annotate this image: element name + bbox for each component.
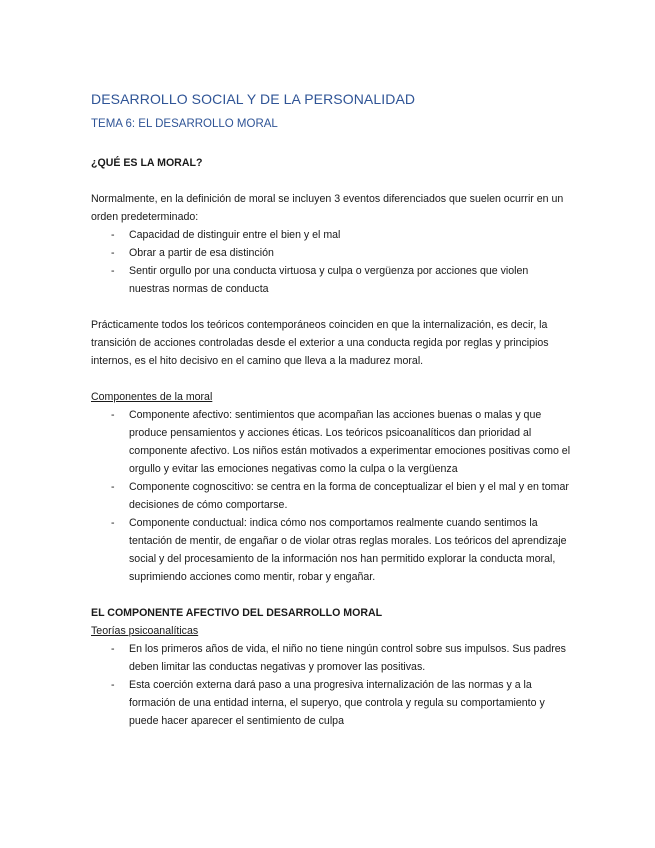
intro-paragraph: Normalmente, en la definición de moral se incluyen 3 eventos diferenciados que suelen ocurrir en un orden predeterminado: [91,193,564,223]
section-heading-affective-component: EL COMPONENTE AFECTIVO DEL DESARROLLO MORAL [91,607,383,619]
document-title: DESARROLLO SOCIAL Y DE LA PERSONALIDAD [91,91,416,107]
components-subheading: Componentes de la moral [91,391,213,403]
document-subtitle: TEMA 6: EL DESARROLLO MORAL [91,118,278,130]
list-item: - Esta coerción externa dará paso a una progresiva internalización de las normas y a la formación de una entidad interna, el superyo, que controla y regula su comportamiento y puede hacer aparecer el sentimiento de culpa [91,676,571,730]
psychoanalytic-list [91,640,571,730]
list-item: - Sentir orgullo por una conducta virtuosa y culpa o vergüenza por acciones que violen nuestras normas de conducta [91,262,571,298]
components-list [91,406,571,586]
list-item: - Componente afectivo: sentimientos que acompañan las acciones buenas o malas y que produce pensamientos y acciones éticas. Los teóricos psicoanalíticos dan prioridad al componente afectivo. Los niños están motivados a experimentar emociones positivas como el orgullo y evitar las emociones negativas como la culpa o la vergüenza [91,406,571,478]
list-item: - En los primeros años de vida, el niño no tiene ningún control sobre sus impulsos. Sus padres deben limitar las conductas negativas y promover las positivas. [91,640,571,676]
moral-events-list [91,226,571,298]
section-heading-what-is-moral: ¿QUÉ ES LA MORAL? [91,157,203,169]
list-item: - Obrar a partir de esa distinción [91,244,571,262]
list-item: - Componente cognoscitivo: se centra en la forma de conceptualizar el bien y el mal y en tomar decisiones de cómo comportarse. [91,478,571,514]
document-body [91,154,571,730]
internalization-paragraph: Prácticamente todos los teóricos contemporáneos coinciden en que la internalización, es decir, la transición de acciones controladas desde el exterior a una conducta regida por reglas y principios internos, es el hito decisivo en el camino que lleva a la madurez moral. [91,319,549,367]
psychoanalytic-subheading: Teorías psicoanalíticas [91,625,199,637]
list-item: - Capacidad de distinguir entre el bien y el mal [91,226,571,244]
list-item: - Componente conductual: indica cómo nos comportamos realmente cuando sentimos la tentación de mentir, de engañar o de violar otras reglas morales. Los teóricos del aprendizaje social y del procesamiento de la información nos han permitido explorar la conducta moral, suprimiendo acciones como mentir, robar y engañar. [91,514,571,586]
